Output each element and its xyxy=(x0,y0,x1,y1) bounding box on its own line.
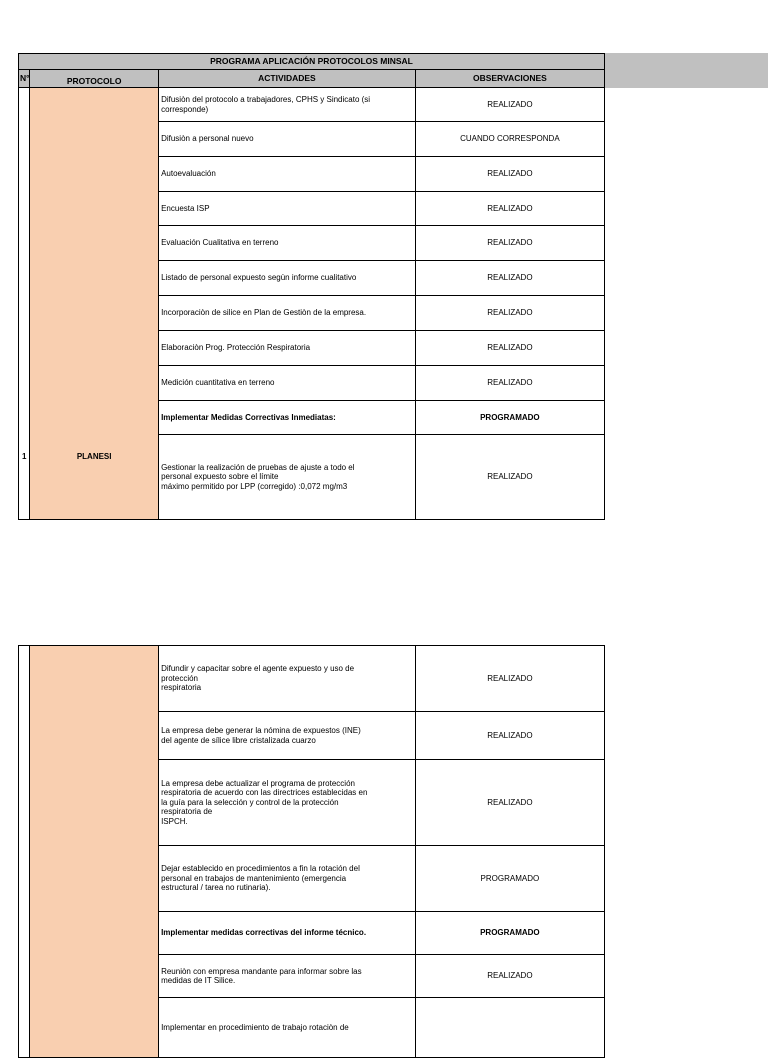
activity-cell: Implementar en procedimiento de trabajo rotaciòn de xyxy=(159,998,416,1058)
row-number-cell xyxy=(19,646,30,1058)
table-title: PROGRAMA APLICACIÓN PROTOCOLOS MINSAL xyxy=(19,54,605,70)
activity-cell: Medición cuantitativa en terreno xyxy=(159,366,416,401)
observation-cell: CUANDO CORRESPONDA xyxy=(415,122,604,157)
observation-cell: PROGRAMADO xyxy=(415,401,604,435)
observation-cell: REALIZADO xyxy=(415,366,604,401)
activity-cell: Difusiòn del protocolo a trabajadores, CPHS y Sindicato (si corresponde) xyxy=(159,88,416,122)
activity-cell: Implementar Medidas Correctivas Inmediatas: xyxy=(159,401,416,435)
observation-cell: REALIZADO xyxy=(415,760,604,846)
activity-cell: La empresa debe generar la nómina de expuestos (INE) del agente de sílice libre cristalizada cuarzo xyxy=(159,712,416,760)
observation-cell: REALIZADO xyxy=(415,226,604,261)
observation-cell: REALIZADO xyxy=(415,296,604,331)
observation-cell: REALIZADO xyxy=(415,157,604,192)
observation-cell: PROGRAMADO xyxy=(415,846,604,912)
activity-cell: Dejar establecido en procedimientos a fin la rotación del personal en trabajos de mantenimiento (emergencia estructural / tarea no rutinaria). xyxy=(159,846,416,912)
observation-cell: REALIZADO xyxy=(415,955,604,998)
observation-cell: PROGRAMADO xyxy=(415,912,604,955)
activity-cell: Autoevaluación xyxy=(159,157,416,192)
activity-cell: Difundir y capacitar sobre el agente expuesto y uso de protección respiratoria xyxy=(159,646,416,712)
activity-cell: Difusiòn a personal nuevo xyxy=(159,122,416,157)
activity-cell: Implementar medidas correctivas del informe técnico. xyxy=(159,912,416,955)
observation-cell: REALIZADO xyxy=(415,192,604,226)
activity-cell: Gestionar la realización de pruebas de ajuste a todo el personal expuesto sobre el límite máximo permitido por LPP (corregido) :0,072 mg/m3 xyxy=(159,435,416,520)
protocol-table-section-2 xyxy=(18,645,605,1058)
activity-cell: Encuesta ISP xyxy=(159,192,416,226)
activity-cell: Evaluación Cualitativa en terreno xyxy=(159,226,416,261)
observation-cell: REALIZADO xyxy=(415,88,604,122)
observation-cell: REALIZADO xyxy=(415,261,604,296)
row-number-cell: 1 xyxy=(19,88,30,520)
activity-cell: La empresa debe actualizar el programa de protección respiratoria de acuerdo con las directrices establecidas en la guía para la selección y control de la protección respiratoria de ISPCH. xyxy=(159,760,416,846)
activity-cell: Incorporaciòn de silice en Plan de Gestiòn de la empresa. xyxy=(159,296,416,331)
observation-cell: REALIZADO xyxy=(415,435,604,520)
protocol-name-cell xyxy=(30,646,159,1058)
header-n: N° xyxy=(19,70,30,88)
header-observaciones: OBSERVACIONES xyxy=(415,70,604,88)
activity-cell: Listado de personal expuesto segùn informe cualitativo xyxy=(159,261,416,296)
header-protocolo: PROTOCOLO xyxy=(30,70,159,88)
table-row xyxy=(19,646,605,712)
activity-cell: Elaboraciòn Prog. Protección Respiratoria xyxy=(159,331,416,366)
observation-cell: REALIZADO xyxy=(415,712,604,760)
header-actividades: ACTIVIDADES xyxy=(159,70,416,88)
protocol-name-cell: PLANESI xyxy=(30,88,159,520)
observation-cell: REALIZADO xyxy=(415,331,604,366)
observation-cell: REALIZADO xyxy=(415,646,604,712)
activity-cell: Reuniòn con empresa mandante para informar sobre las medidas de IT Silice. xyxy=(159,955,416,998)
observation-cell xyxy=(415,998,604,1058)
